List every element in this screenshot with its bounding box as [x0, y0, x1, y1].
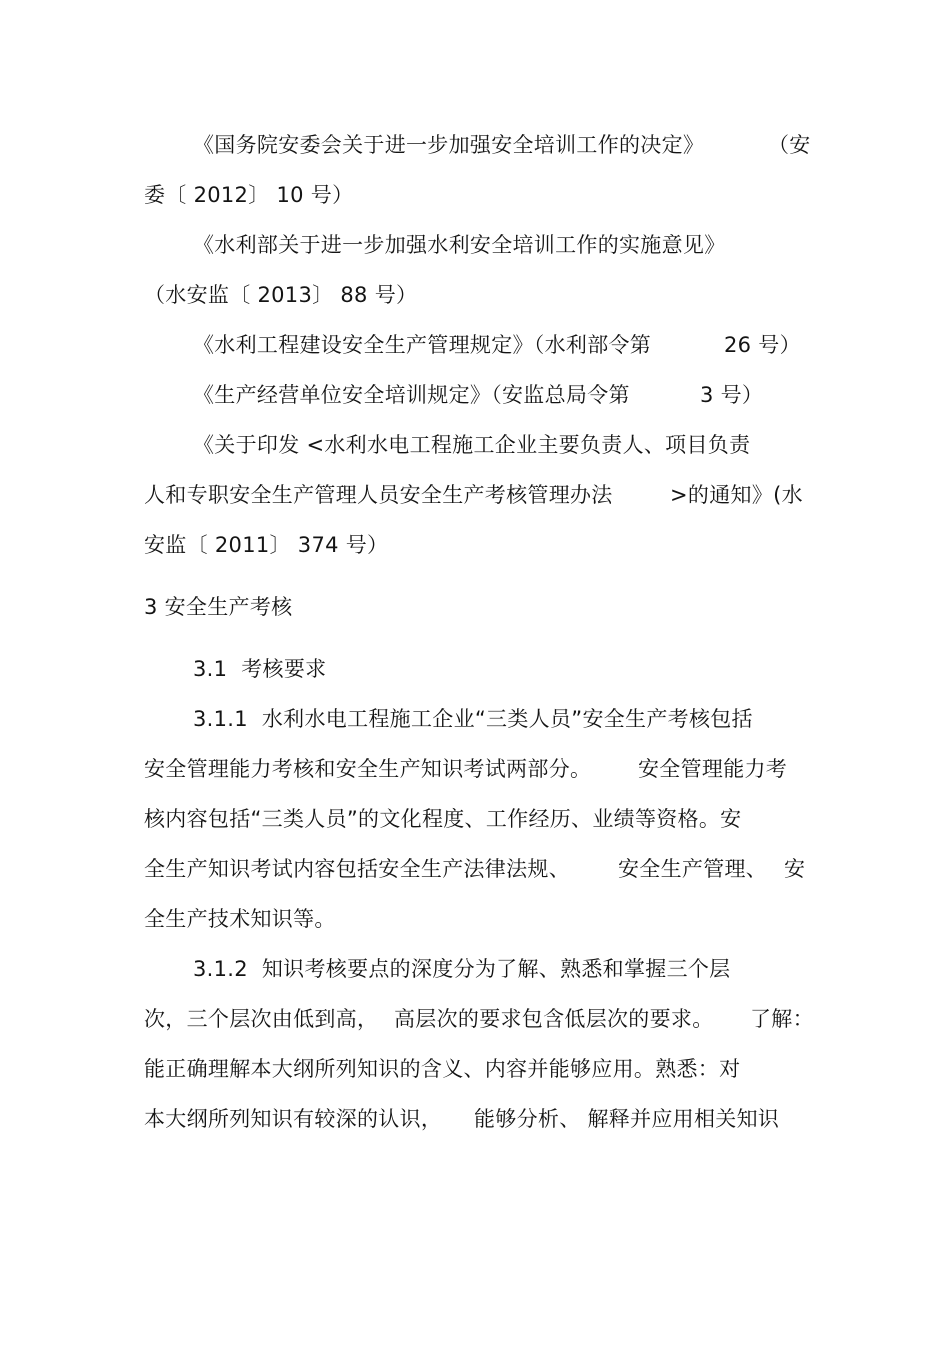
p311-line2a: 安全管理能力考核和安全生产知识考试两部分。 [144, 757, 592, 781]
section-3-heading: 3 安全生产考核 [144, 595, 293, 619]
p312-line2b: 高层次的要求包含低层次的要求。 [394, 1007, 714, 1031]
p312-line4a: 本大纲所列知识有较深的认识， [144, 1107, 443, 1131]
ref2-line2: （水安监〔 2013〕 88 号） [144, 283, 418, 307]
ref1-line2: 委〔 2012〕 10 号） [144, 183, 354, 207]
p312-line3: 能正确理解本大纲所列知识的含义、内容并能够应用。熟悉：对 [144, 1057, 741, 1081]
p311-line4c: 安 [784, 857, 806, 881]
ref5-line3: 安监〔 2011〕 374 号） [144, 533, 389, 557]
ref5-line2-tail: >的通知》(水 [670, 483, 803, 507]
ref2-line1: 《水利部关于进一步加强水利安全培训工作的实施意见》 [193, 233, 726, 257]
p312-line4b: 能够分析、 解释并应用相关知识 [474, 1107, 780, 1131]
p312-line2a: 次，三个层次由低到高， [144, 1007, 379, 1031]
p311-line3: 核内容包括“三类人员”的文化程度、工作经历、业绩等资格。安 [144, 807, 742, 831]
ref5-line2: 人和专职安全生产管理人员安全生产考核管理办法 [144, 483, 613, 507]
p311-line1: 3.1.1 水利水电工程施工企业“三类人员”安全生产考核包括 [193, 707, 753, 731]
section-3-1-heading: 3.1 考核要求 [193, 657, 327, 681]
ref3-line1-tail: 26 号） [724, 333, 801, 357]
ref5-line1: 《关于印发 <水利水电工程施工企业主要负责人、项目负责 [193, 433, 751, 457]
p311-line2b: 安全管理能力考 [638, 757, 788, 781]
ref4-line1-tail: 3 号） [700, 383, 764, 407]
p312-line2c: 了解： [750, 1007, 814, 1031]
p311-line4b: 安全生产管理、 [618, 857, 768, 881]
ref1-line1: 《国务院安委会关于进一步加强安全培训工作的决定》 [193, 133, 705, 157]
p312-line1: 3.1.2 知识考核要点的深度分为了解、熟悉和掌握三个层 [193, 957, 731, 981]
ref4-line1: 《生产经营单位安全培训规定》（安监总局令第 [193, 383, 630, 407]
p311-line4a: 全生产知识考试内容包括安全生产法律法规、 [144, 857, 570, 881]
ref1-line1-tail: （安 [768, 133, 811, 157]
ref3-line1: 《水利工程建设安全生产管理规定》（水利部令第 [193, 333, 652, 357]
p311-line5: 全生产技术知识等。 [144, 907, 336, 931]
